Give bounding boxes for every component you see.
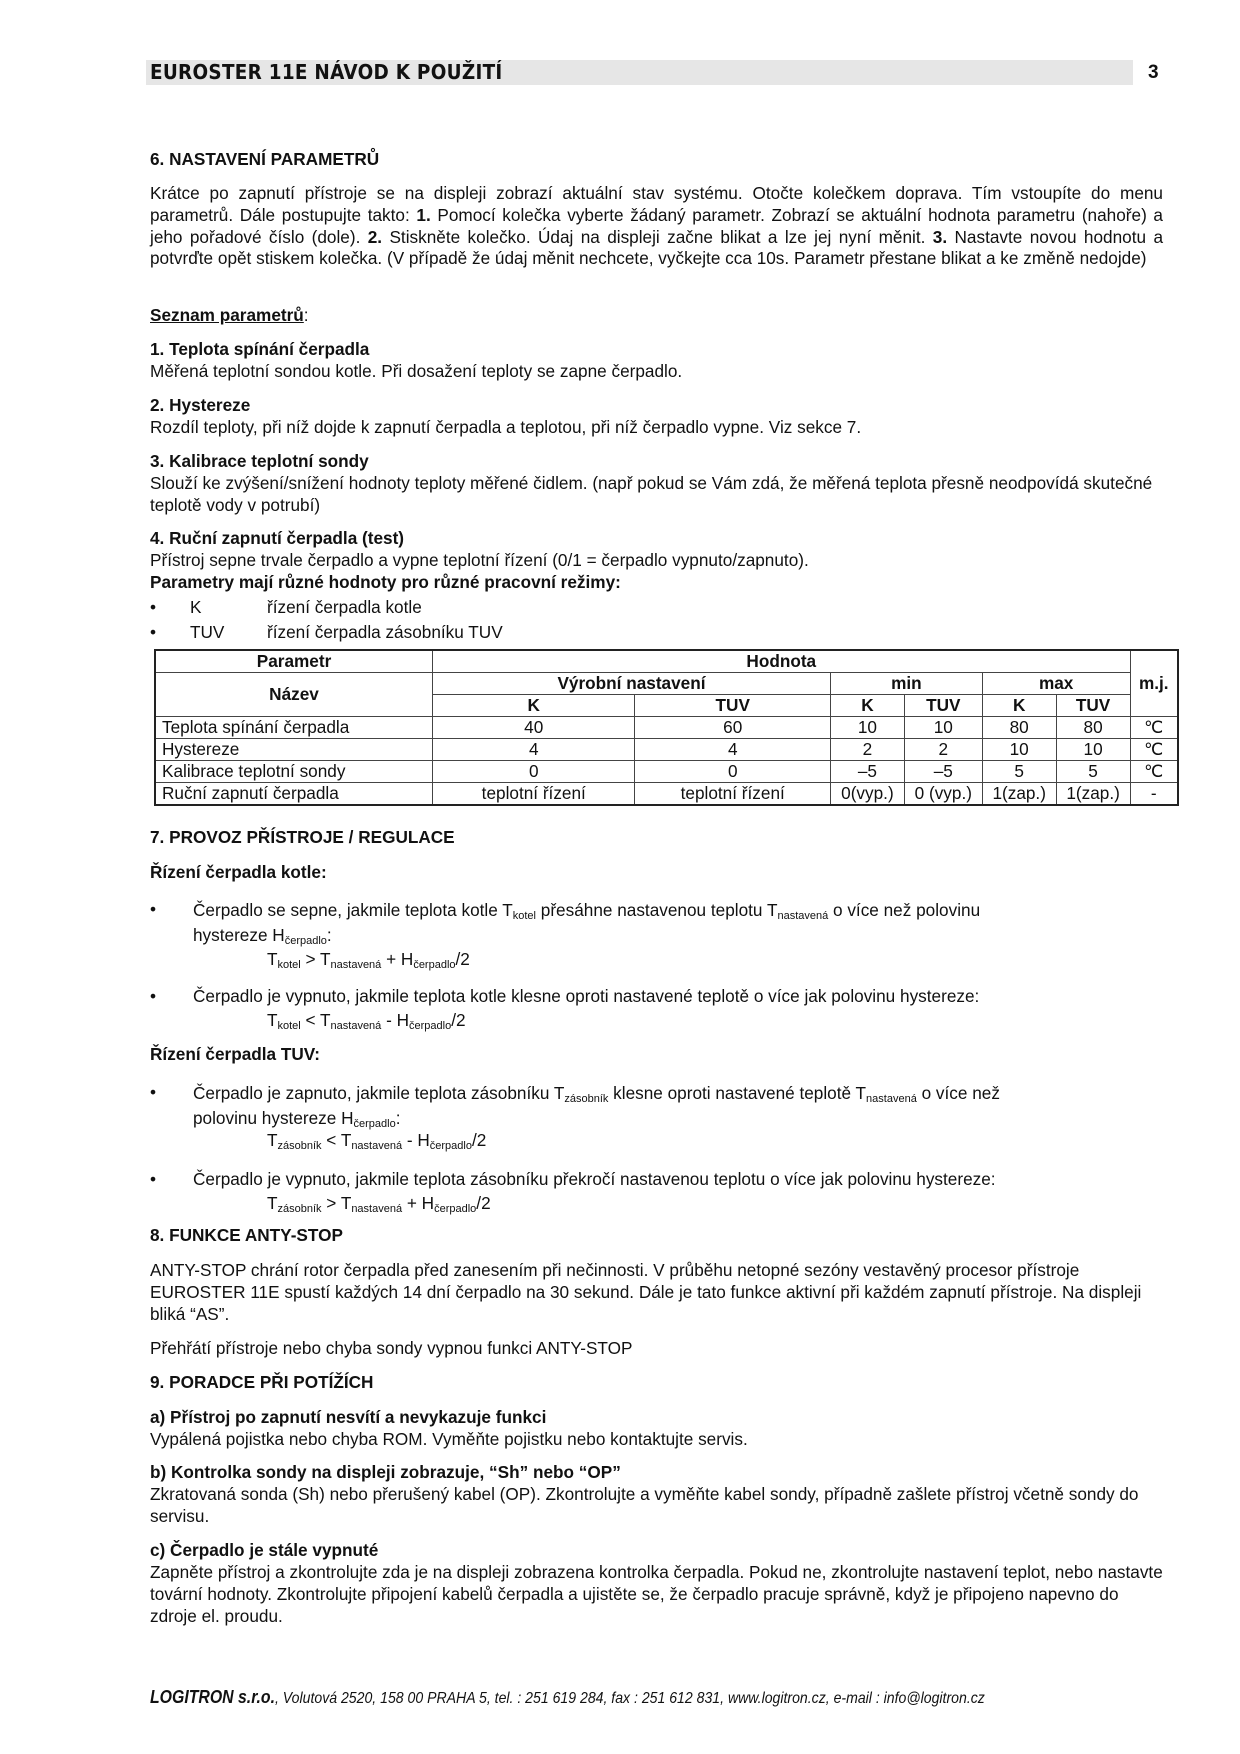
bullet-icon: • [150,622,157,642]
trouble-b: b) Kontrolka sondy na displeji zobrazuje, “Sh” nebo “OP” Zkratovaná sonda (Sh) nebo přerušený kabel (OP). Zkontrolujte a vyměňte kabel sondy, případně zašlete přístroj včetně sondy do servisu. [150,1462,1139,1526]
value-cell: ℃ [1130,761,1178,783]
bullet-icon: • [150,986,157,1006]
rule-boiler-off: Čerpadlo je vypnuto, jakmile teplota kotle klesne oproti nastavené teplotě o více jak polovinu hystereze: [193,986,980,1006]
formula-boiler-off: $T_{kotel} < T_{nastavená} - H_{čerpadlo}/2$ [267,1010,466,1032]
section-6-heading: 6. NASTAVENÍ PARAMETRŮ [150,149,380,169]
value-cell: ℃ [1130,739,1178,761]
document-title: EUROSTER 11E NÁVOD K POUŽITÍ [150,60,503,84]
anty-stop-text: ANTY-STOP chrání rotor čerpadla před zanesením při nečinnosti. V průběhu netopné sezóny vestavěný procesor přístroje EUROSTER 11E spustí každých 14 dní čerpadlo na 30 sekund. Dále je tato funkce aktivní při každém zapnutí přístroje. Na displeji bliká “AS”. [150,1260,1142,1324]
mode-k-desc: řízení čerpadla kotle [267,597,422,617]
parameter-name-cell: Kalibrace teplotní sondy [155,761,433,783]
trouble-a: a) Přístroj po zapnutí nesvítí a nevykazuje funkci Vypálená pojistka nebo chyba ROM. Vyměňte pojistku nebo kontaktujte servis. [150,1407,748,1449]
value-cell: 10 [830,717,904,739]
table-row [155,783,1178,806]
value-cell: 0 (vyp.) [904,783,982,806]
param-2: 2. Hystereze Rozdíl teploty, při níž dojde k zapnutí čerpadla a teplotou, při níž čerpadlo vypne. Viz sekce 7. [150,395,862,437]
header-tuv: TUV [1056,695,1130,717]
value-cell: 5 [1056,761,1130,783]
header-factory: Výrobní nastavení [433,673,831,695]
section-8-heading: 8. FUNKCE ANTY-STOP [150,1225,343,1245]
header-k: K [982,695,1056,717]
table-row [155,761,1178,783]
header-tuv: TUV [904,695,982,717]
parameter-table [154,649,1179,806]
mode-k: K [190,597,202,617]
parameter-name-cell: Ruční zapnutí čerpadla [155,783,433,806]
parameter-name-cell: Hystereze [155,739,433,761]
value-cell: 1(zap.) [982,783,1056,806]
parameter-list-title: Seznam parametrů: [150,305,309,325]
param-3: 3. Kalibrace teplotní sondy Slouží ke zvýšení/snížení hodnoty teploty měřené čidlem. (např pokud se Vám zdá, že měřená teplota přesně neodpovídá skutečné teplotě vody v potrubí) [150,451,1153,515]
header-hodnota: Hodnota [433,650,1131,673]
header-k: K [433,695,635,717]
value-cell: 0 [635,761,831,783]
value-cell: 10 [982,739,1056,761]
table-row [155,717,1178,739]
value-cell: 5 [982,761,1056,783]
value-cell: –5 [830,761,904,783]
value-cell: 10 [904,717,982,739]
page-number: 3 [1148,62,1159,83]
mode-tuv-desc: řízení čerpadla zásobníku TUV [267,622,503,642]
value-cell: 40 [433,717,635,739]
bullet-icon: • [150,899,157,919]
header-min: min [830,673,982,695]
header-k: K [830,695,904,717]
rule-tuv-off: Čerpadlo je vypnuto, jakmile teplota zásobníku překročí nastavenou teplotu o více jak polovinu hystereze: [193,1169,996,1189]
value-cell: 10 [1056,739,1130,761]
section-9-heading: 9. PORADCE PŘI POTÍŽÍCH [150,1372,374,1392]
rule-boiler-on: Čerpadlo se sepne, jakmile teplota kotle $T_{kotel}$ přesáhne nastavenou teplotu $T_{nastavená}$ o více než polovinu hystereze $H_{čerpadlo}$: [193,900,981,947]
bullet-icon: • [150,1082,157,1102]
value-cell: ℃ [1130,717,1178,739]
value-cell: - [1130,783,1178,806]
formula-tuv-off: $T_{zásobník} > T_{nastavená} + H_{čerpadlo}/2$ [267,1193,491,1215]
header-tuv: TUV [635,695,831,717]
anty-stop-note: Přehřátí přístroje nebo chyba sondy vypnou funkci ANTY-STOP [150,1338,633,1358]
value-cell: 4 [433,739,635,761]
value-cell: 4 [635,739,831,761]
header-parametr: Parametr [155,650,433,673]
value-cell: 2 [904,739,982,761]
bullet-icon: • [150,1169,157,1189]
value-cell: 80 [982,717,1056,739]
section-6-intro: Krátce po zapnutí přístroje se na displeji zobrazí aktuální stav systému. Otočte kolečkem doprava. Tím vstoupíte do menu parametrů. Dále postupujte takto: 1. Pomocí kolečka vyberte žádaný parametr. Zobrazí se aktuální hodnota parametru (nahoře) a jeho pořadové číslo (dole). 2. Stiskněte kolečko. Údaj na displeji začne blikat a lze jej nyní měnit. 3. Nastavte novou hodnotu a potvrďte opět stiskem kolečka. (V případě že údaj měnit nechcete, vyčkejte cca 10s. Parametr přestane blikat a ke změně nedojde) [150,183,1164,269]
value-cell: 0(vyp.) [830,783,904,806]
section-7-heading: 7. PROVOZ PŘÍSTROJE / REGULACE [150,827,455,847]
header-unit: m.j. [1130,650,1178,717]
mode-tuv: TUV [190,622,225,642]
value-cell: 80 [1056,717,1130,739]
param-1: 1. Teplota spínání čerpadla Měřená teplotní sondou kotle. Při dosažení teploty se zapne čerpadlo. [150,339,683,381]
tuv-control-title: Řízení čerpadla TUV: [150,1044,321,1064]
formula-tuv-on: $T_{zásobník} < T_{nastavená} - H_{čerpadlo}/2$ [267,1130,487,1152]
rule-tuv-on: Čerpadlo je zapnuto, jakmile teplota zásobníku $T_{zásobník}$ klesne oproti nastavené teplotě $T_{nastavená}$ o více než polovinu hystereze $H_{čerpadlo}$: [193,1083,1000,1130]
value-cell: 60 [635,717,831,739]
value-cell: teplotní řízení [635,783,831,806]
param-4: 4. Ruční zapnutí čerpadla (test) Přístroj sepne trvale čerpadlo a vypne teplotní řízení (0/1 = čerpadlo vypnuto/zapnuto). Parametry mají různé hodnoty pro různé pracovní režimy: [150,528,809,592]
trouble-c: c) Čerpadlo je stále vypnuté Zapněte přístroj a zkontrolujte zda je na displeji zobrazena kontrolka čerpadla. Pokud ne, zkontrolujte nastavení teplot, nebo nastavte tovární hodnoty. Zkontrolujte připojení kabelů čerpadla a ujistěte se, že čerpadlo pracuje správně, když je připojeno napevno do zdroje el. proudu. [150,1540,1163,1626]
bullet-icon: • [150,597,157,617]
value-cell: 2 [830,739,904,761]
header-max: max [982,673,1130,695]
value-cell: teplotní řízení [433,783,635,806]
boiler-control-title: Řízení čerpadla kotle: [150,862,327,882]
header-name: Název [155,673,433,717]
value-cell: 1(zap.) [1056,783,1130,806]
value-cell: 0 [433,761,635,783]
parameter-name-cell: Teplota spínání čerpadla [155,717,433,739]
footer-contact: LOGITRON s.r.o., Volutová 2520, 158 00 PRAHA 5, tel. : 251 619 284, fax : 251 612 831, www.logitron.cz, e-mail : info@logitron.cz [150,1687,985,1707]
formula-boiler-on: $T_{kotel} > T_{nastavená} + H_{čerpadlo}/2$ [267,949,470,971]
value-cell: –5 [904,761,982,783]
table-row [155,739,1178,761]
